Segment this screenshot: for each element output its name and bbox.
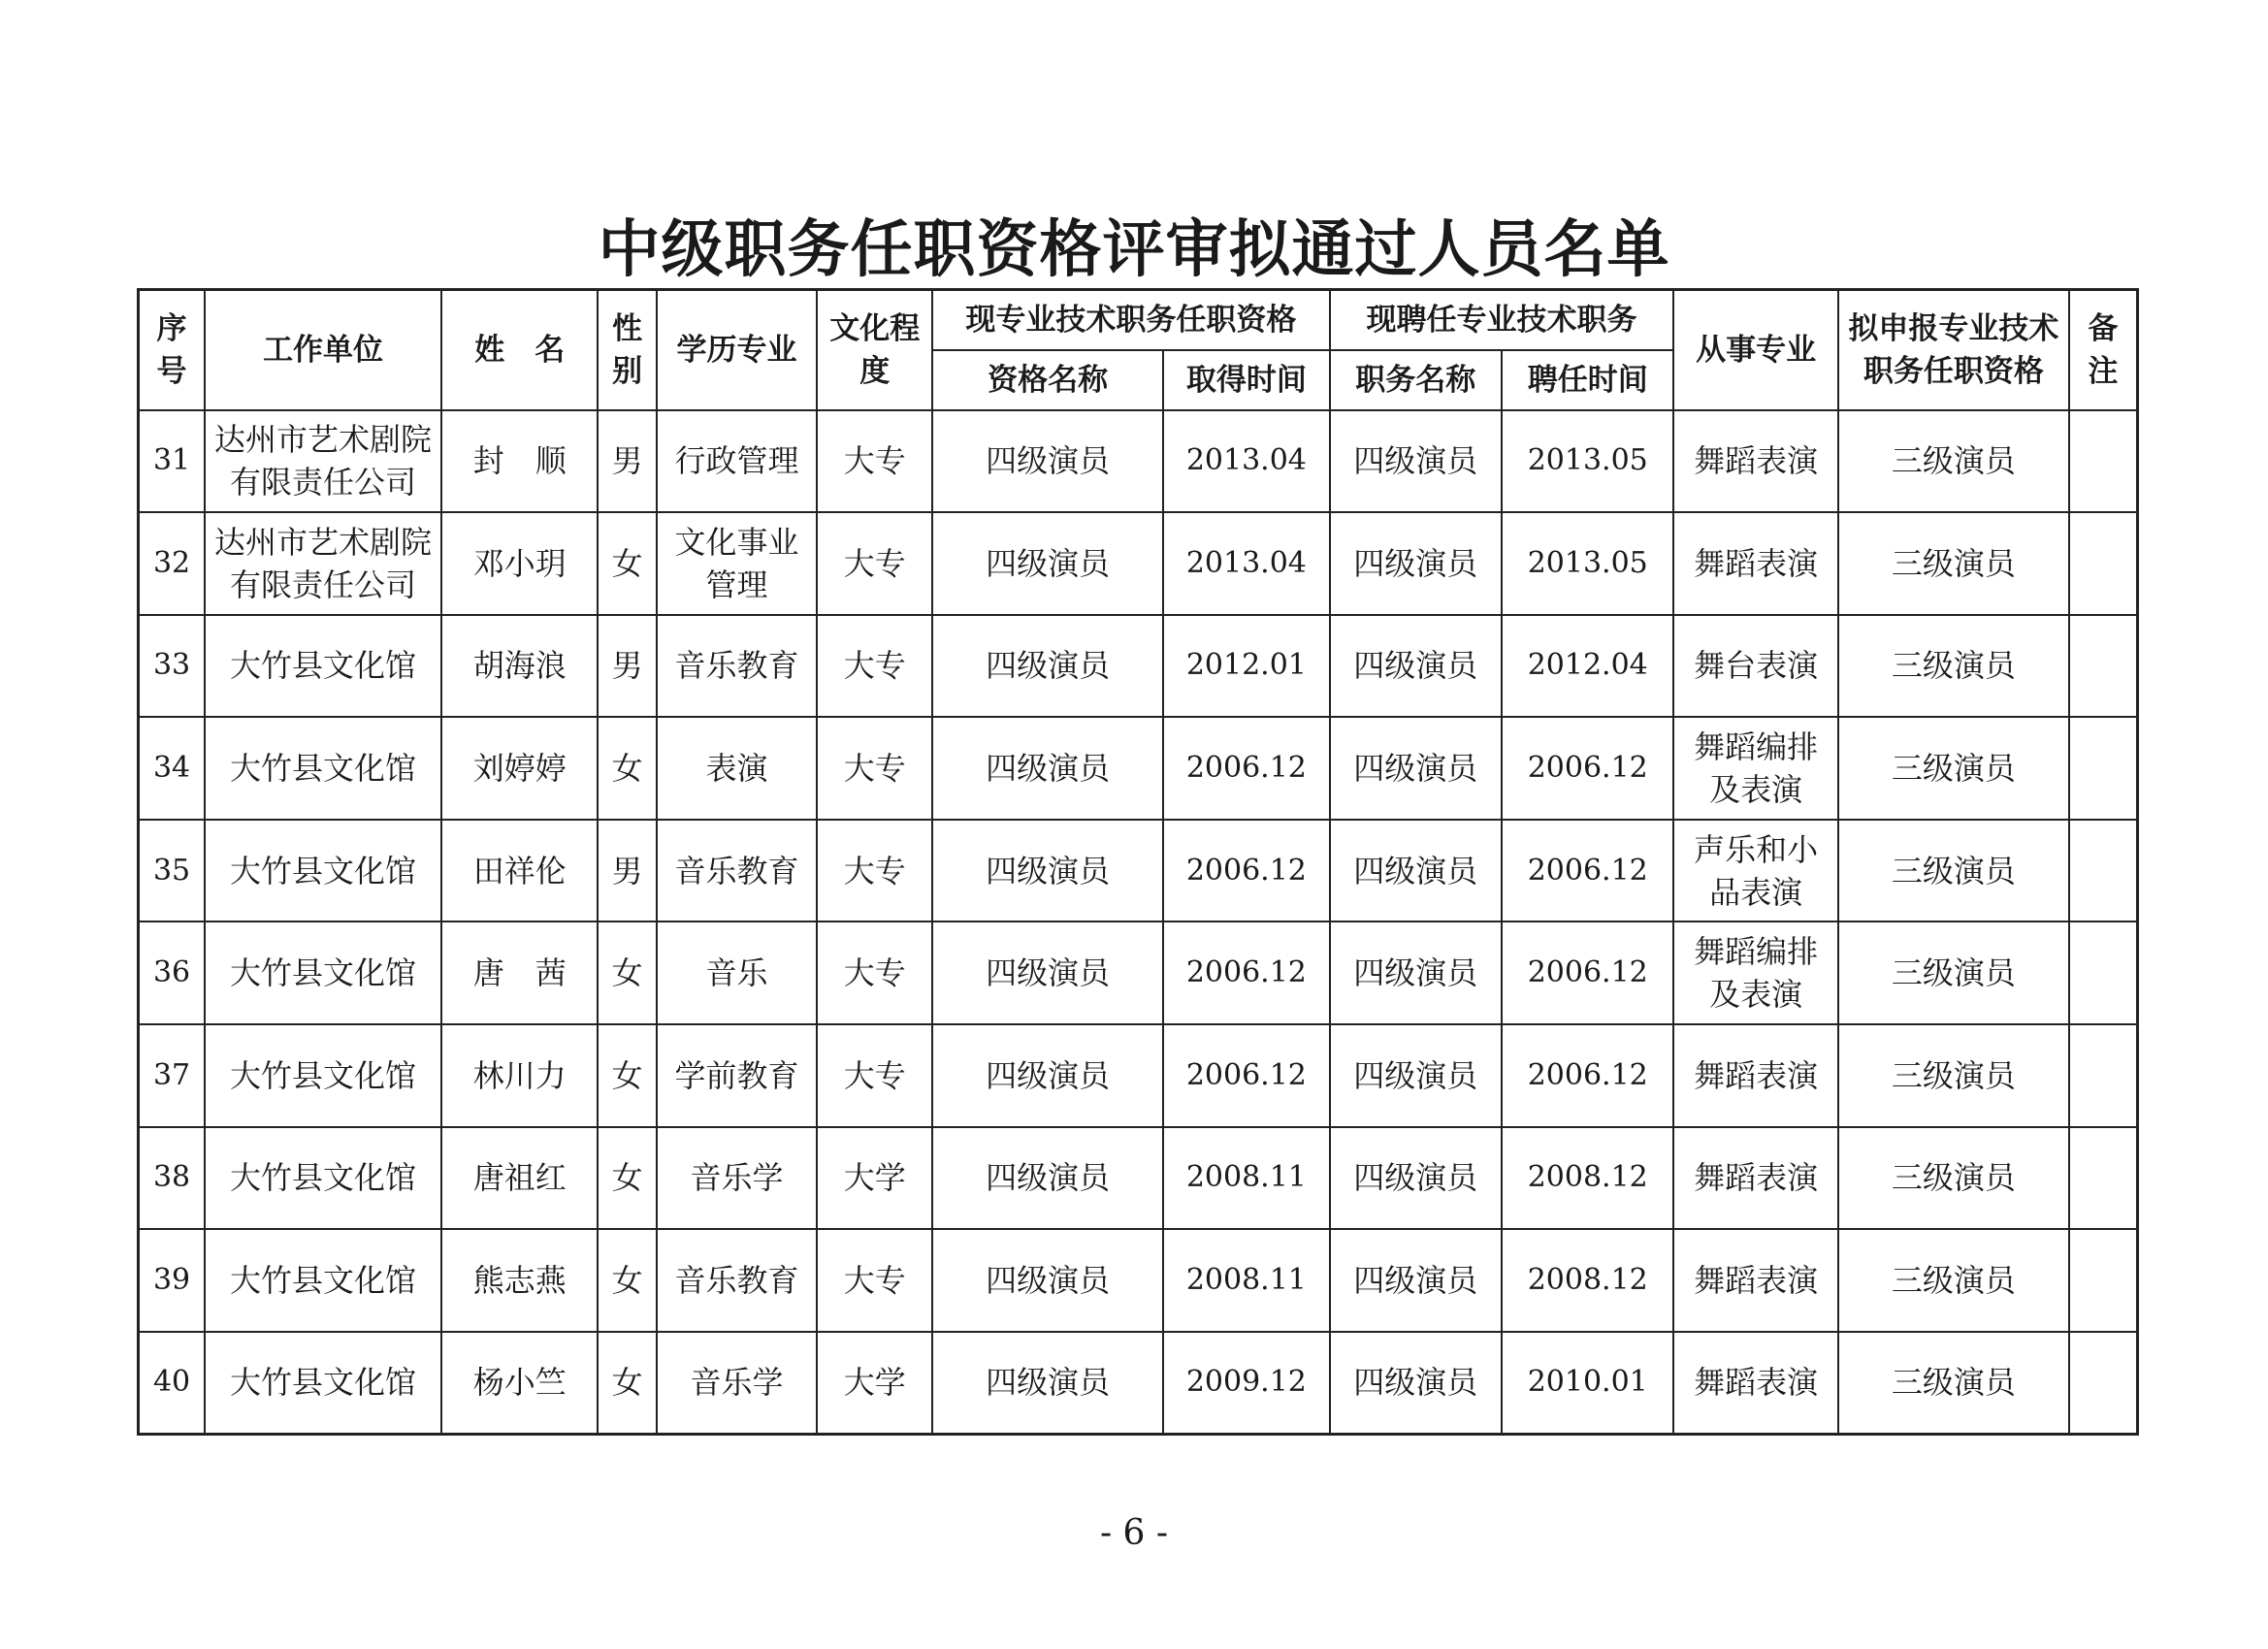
table-body — [139, 410, 2138, 1435]
cell-field: 舞蹈表演 — [1673, 1229, 1837, 1332]
cell-post-name: 四级演员 — [1330, 1229, 1502, 1332]
cell-post-time: 2008.12 — [1502, 1127, 1673, 1230]
cell-name: 唐祖红 — [441, 1127, 598, 1230]
cell-gender: 女 — [598, 717, 656, 820]
header-unit: 工作单位 — [205, 290, 441, 410]
cell-name: 封 顺 — [441, 410, 598, 513]
table-row — [139, 1024, 2138, 1127]
table-row — [139, 512, 2138, 615]
cell-seq: 32 — [139, 512, 206, 615]
cell-seq: 37 — [139, 1024, 206, 1127]
cell-unit: 达州市艺术剧院有限责任公司 — [205, 512, 441, 615]
cell-edu: 大专 — [817, 410, 932, 513]
cell-edu: 大学 — [817, 1332, 932, 1435]
cell-seq: 40 — [139, 1332, 206, 1435]
cell-seq: 35 — [139, 820, 206, 922]
cell-field: 舞蹈表演 — [1673, 410, 1837, 513]
cell-gender: 女 — [598, 1229, 656, 1332]
cell-remark — [2069, 1332, 2138, 1435]
cell-qual-time: 2006.12 — [1163, 1024, 1329, 1127]
header-name: 姓 名 — [441, 290, 598, 410]
cell-major: 音乐学 — [657, 1332, 817, 1435]
cell-seq: 33 — [139, 615, 206, 718]
cell-qual-name: 四级演员 — [932, 1024, 1163, 1127]
cell-qual-name: 四级演员 — [932, 1229, 1163, 1332]
header-apply: 拟申报专业技术职务任职资格 — [1838, 290, 2069, 410]
cell-field: 舞蹈表演 — [1673, 512, 1837, 615]
cell-edu: 大专 — [817, 1229, 932, 1332]
cell-apply: 三级演员 — [1838, 717, 2069, 820]
cell-edu: 大学 — [817, 1127, 932, 1230]
cell-field: 舞蹈编排及表演 — [1673, 717, 1837, 820]
cell-major: 行政管理 — [657, 410, 817, 513]
cell-unit: 大竹县文化馆 — [205, 717, 441, 820]
cell-post-name: 四级演员 — [1330, 820, 1502, 922]
cell-field: 舞台表演 — [1673, 615, 1837, 718]
cell-remark — [2069, 615, 2138, 718]
cell-apply: 三级演员 — [1838, 512, 2069, 615]
cell-name: 刘婷婷 — [441, 717, 598, 820]
header-field: 从事专业 — [1673, 290, 1837, 410]
header-current-qualification: 现专业技术职务任职资格 — [932, 290, 1329, 350]
cell-remark — [2069, 1127, 2138, 1230]
cell-qual-name: 四级演员 — [932, 615, 1163, 718]
cell-apply: 三级演员 — [1838, 1229, 2069, 1332]
document-title: 中级职务任职资格评审拟通过人员名单 — [598, 214, 1670, 286]
cell-qual-time: 2006.12 — [1163, 820, 1329, 922]
cell-post-name: 四级演员 — [1330, 717, 1502, 820]
header-qual-time: 取得时间 — [1163, 350, 1329, 410]
cell-major: 音乐教育 — [657, 1229, 817, 1332]
cell-edu: 大专 — [817, 512, 932, 615]
header-seq: 序号 — [139, 290, 206, 410]
cell-apply: 三级演员 — [1838, 820, 2069, 922]
cell-post-name: 四级演员 — [1330, 1127, 1502, 1230]
header-post-time: 聘任时间 — [1502, 350, 1673, 410]
cell-seq: 38 — [139, 1127, 206, 1230]
header-post-name: 职务名称 — [1330, 350, 1502, 410]
cell-name: 杨小竺 — [441, 1332, 598, 1435]
cell-gender: 女 — [598, 922, 656, 1024]
table-row — [139, 1127, 2138, 1230]
cell-edu: 大专 — [817, 615, 932, 718]
cell-edu: 大专 — [817, 922, 932, 1024]
cell-post-name: 四级演员 — [1330, 410, 1502, 513]
table-row — [139, 820, 2138, 922]
table-row — [139, 1332, 2138, 1435]
cell-apply: 三级演员 — [1838, 1024, 2069, 1127]
cell-qual-name: 四级演员 — [932, 820, 1163, 922]
cell-gender: 男 — [598, 615, 656, 718]
cell-remark — [2069, 410, 2138, 513]
cell-unit: 大竹县文化馆 — [205, 615, 441, 718]
cell-name: 熊志燕 — [441, 1229, 598, 1332]
cell-remark — [2069, 820, 2138, 922]
cell-post-time: 2013.05 — [1502, 410, 1673, 513]
header-remark: 备注 — [2069, 290, 2138, 410]
cell-post-time: 2006.12 — [1502, 717, 1673, 820]
cell-field: 声乐和小品表演 — [1673, 820, 1837, 922]
cell-apply: 三级演员 — [1838, 1332, 2069, 1435]
cell-post-time: 2008.12 — [1502, 1229, 1673, 1332]
cell-apply: 三级演员 — [1838, 410, 2069, 513]
cell-remark — [2069, 717, 2138, 820]
cell-post-name: 四级演员 — [1330, 615, 1502, 718]
cell-seq: 39 — [139, 1229, 206, 1332]
cell-gender: 女 — [598, 1024, 656, 1127]
cell-major: 音乐教育 — [657, 820, 817, 922]
cell-major: 音乐 — [657, 922, 817, 1024]
table-row — [139, 615, 2138, 718]
cell-seq: 36 — [139, 922, 206, 1024]
cell-name: 田祥伦 — [441, 820, 598, 922]
cell-unit: 大竹县文化馆 — [205, 1127, 441, 1230]
cell-major: 学前教育 — [657, 1024, 817, 1127]
cell-unit: 大竹县文化馆 — [205, 1024, 441, 1127]
cell-post-name: 四级演员 — [1330, 922, 1502, 1024]
cell-post-time: 2006.12 — [1502, 922, 1673, 1024]
cell-post-time: 2013.05 — [1502, 512, 1673, 615]
cell-unit: 大竹县文化馆 — [205, 1229, 441, 1332]
cell-name: 胡海浪 — [441, 615, 598, 718]
cell-gender: 女 — [598, 1332, 656, 1435]
cell-field: 舞蹈表演 — [1673, 1332, 1837, 1435]
cell-qual-name: 四级演员 — [932, 512, 1163, 615]
table-row — [139, 410, 2138, 513]
cell-qual-time: 2006.12 — [1163, 922, 1329, 1024]
cell-post-time: 2006.12 — [1502, 1024, 1673, 1127]
cell-remark — [2069, 1024, 2138, 1127]
header-gender: 性别 — [598, 290, 656, 410]
header-edu: 文化程度 — [817, 290, 932, 410]
cell-qual-time: 2012.01 — [1163, 615, 1329, 718]
cell-qual-name: 四级演员 — [932, 1127, 1163, 1230]
cell-post-name: 四级演员 — [1330, 1024, 1502, 1127]
cell-qual-name: 四级演员 — [932, 922, 1163, 1024]
cell-seq: 31 — [139, 410, 206, 513]
header-major: 学历专业 — [657, 290, 817, 410]
cell-name: 唐 茜 — [441, 922, 598, 1024]
cell-post-time: 2010.01 — [1502, 1332, 1673, 1435]
cell-qual-time: 2009.12 — [1163, 1332, 1329, 1435]
cell-field: 舞蹈表演 — [1673, 1024, 1837, 1127]
cell-major: 表演 — [657, 717, 817, 820]
page-number: - 6 - — [1099, 1513, 1169, 1553]
cell-gender: 男 — [598, 820, 656, 922]
cell-unit: 大竹县文化馆 — [205, 922, 441, 1024]
cell-qual-time: 2008.11 — [1163, 1127, 1329, 1230]
cell-seq: 34 — [139, 717, 206, 820]
cell-major: 音乐教育 — [657, 615, 817, 718]
cell-qual-time: 2008.11 — [1163, 1229, 1329, 1332]
cell-major: 文化事业管理 — [657, 512, 817, 615]
cell-unit: 大竹县文化馆 — [205, 1332, 441, 1435]
cell-gender: 男 — [598, 410, 656, 513]
cell-apply: 三级演员 — [1838, 922, 2069, 1024]
cell-gender: 女 — [598, 1127, 656, 1230]
cell-remark — [2069, 512, 2138, 615]
table-row — [139, 922, 2138, 1024]
table-row — [139, 1229, 2138, 1332]
cell-apply: 三级演员 — [1838, 615, 2069, 718]
cell-remark — [2069, 922, 2138, 1024]
cell-post-name: 四级演员 — [1330, 1332, 1502, 1435]
cell-field: 舞蹈表演 — [1673, 1127, 1837, 1230]
cell-edu: 大专 — [817, 717, 932, 820]
cell-unit: 达州市艺术剧院有限责任公司 — [205, 410, 441, 513]
cell-major: 音乐学 — [657, 1127, 817, 1230]
cell-qual-time: 2006.12 — [1163, 717, 1329, 820]
cell-qual-name: 四级演员 — [932, 717, 1163, 820]
cell-qual-name: 四级演员 — [932, 1332, 1163, 1435]
cell-remark — [2069, 1229, 2138, 1332]
cell-post-time: 2012.04 — [1502, 615, 1673, 718]
cell-field: 舞蹈编排及表演 — [1673, 922, 1837, 1024]
cell-apply: 三级演员 — [1838, 1127, 2069, 1230]
cell-qual-time: 2013.04 — [1163, 512, 1329, 615]
cell-unit: 大竹县文化馆 — [205, 820, 441, 922]
cell-gender: 女 — [598, 512, 656, 615]
cell-qual-name: 四级演员 — [932, 410, 1163, 513]
personnel-table — [137, 288, 2139, 1436]
header-qual-name: 资格名称 — [932, 350, 1163, 410]
cell-edu: 大专 — [817, 820, 932, 922]
cell-edu: 大专 — [817, 1024, 932, 1127]
header-current-post: 现聘任专业技术职务 — [1330, 290, 1674, 350]
table-row — [139, 717, 2138, 820]
cell-qual-time: 2013.04 — [1163, 410, 1329, 513]
cell-post-time: 2006.12 — [1502, 820, 1673, 922]
cell-name: 林川力 — [441, 1024, 598, 1127]
cell-name: 邓小玥 — [441, 512, 598, 615]
cell-post-name: 四级演员 — [1330, 512, 1502, 615]
